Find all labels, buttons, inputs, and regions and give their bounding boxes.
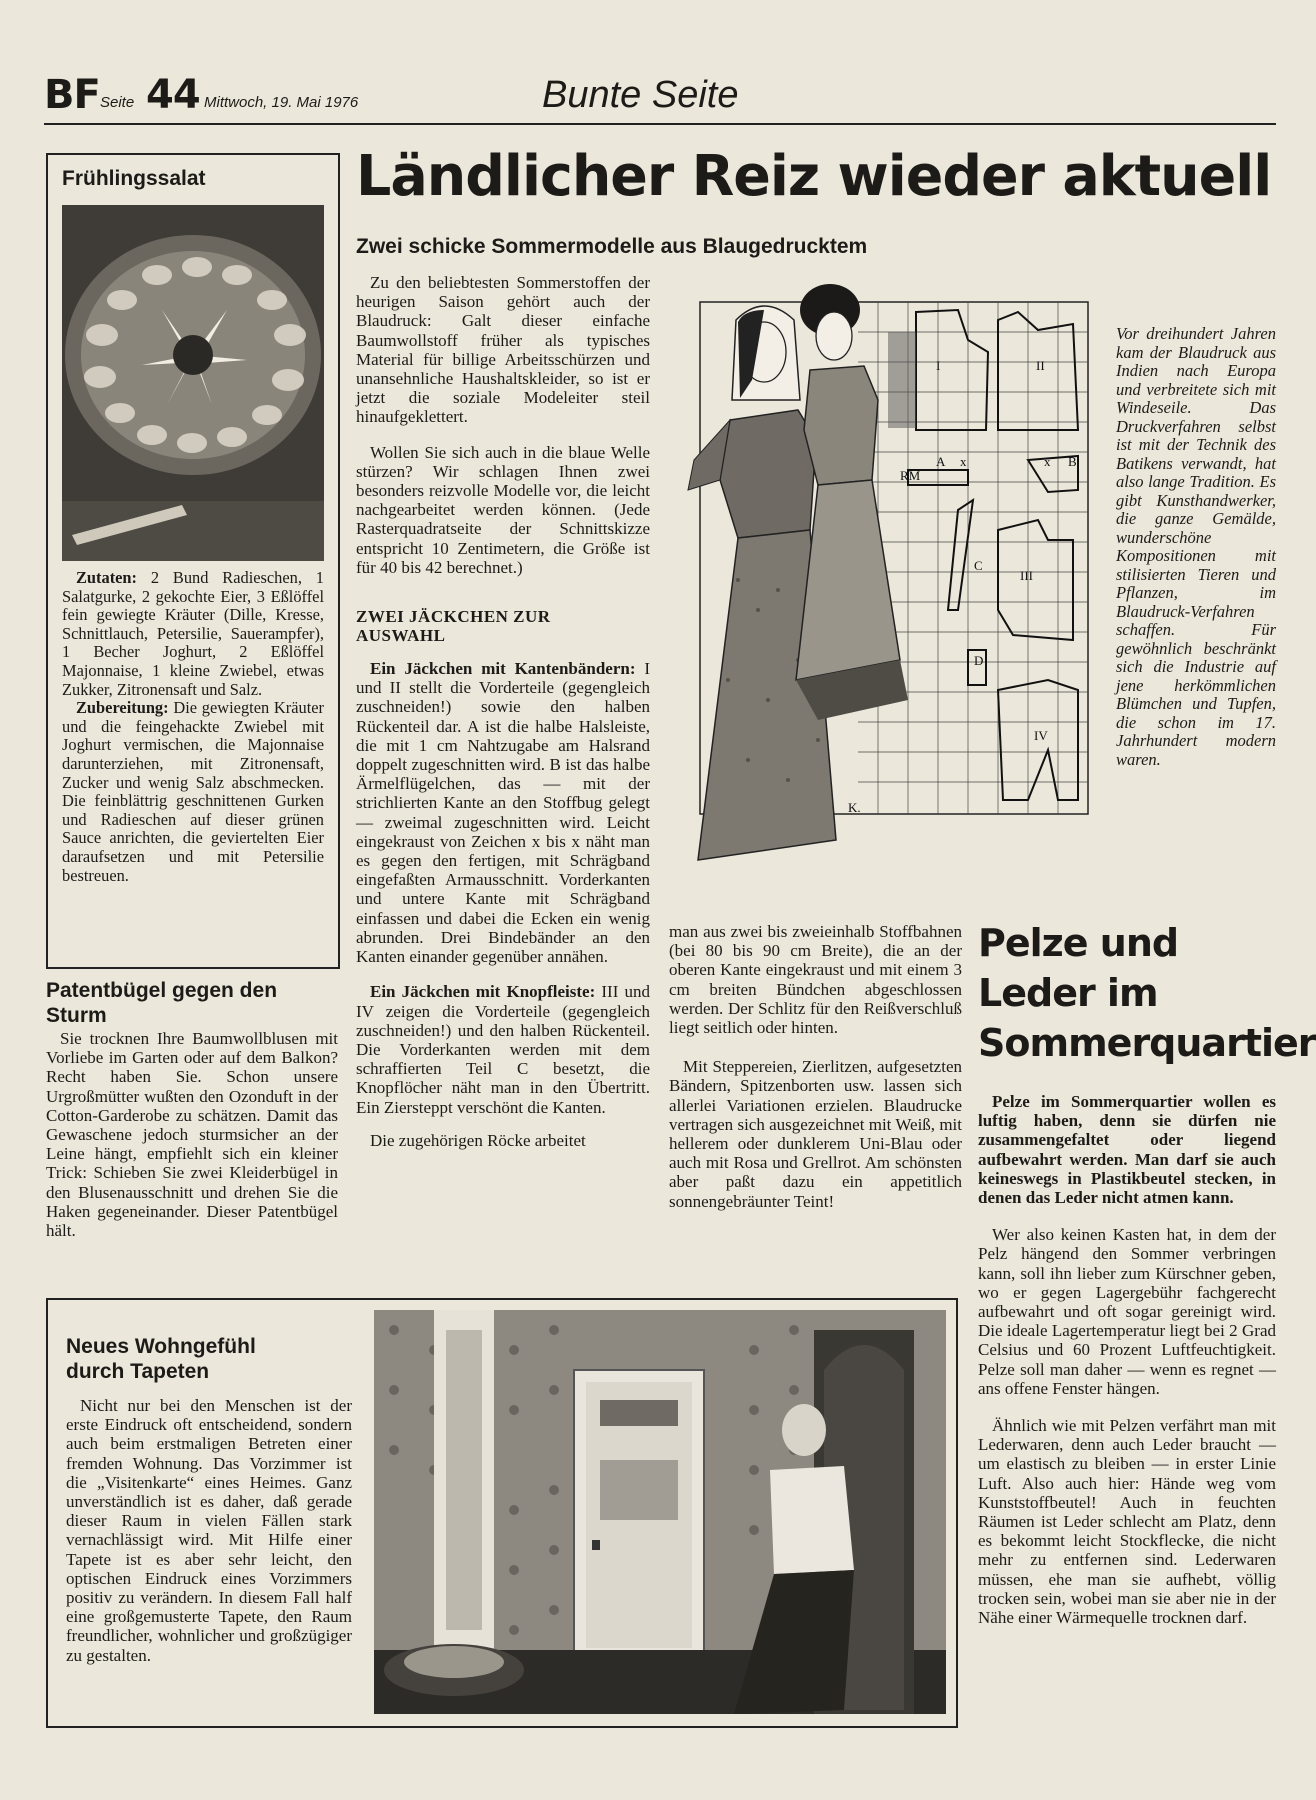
masthead-page-number: 44 <box>146 72 200 118</box>
patent-body <box>46 1029 338 1240</box>
tapeten-body <box>66 1396 352 1665</box>
pattern-label-c: C <box>974 558 983 573</box>
pelze-headline: Pelze und Leder im Sommerquartier <box>978 921 1316 1065</box>
salad-box <box>46 153 340 969</box>
main-headline-wrap <box>356 144 1272 228</box>
patent-text: Sie trocknen Ihre Baumwollblusen mit Vorliebe im Garten oder auf dem Balkon? Recht haben Sie. Schon unsere Urgroßmütter wußten den Ozonduft in der Cotton-Garderobe zu schätzen. Damit das Gewaschene jedoch sturmsicher an der Leine hängt, empfiehlt sich ein kleiner Trick: Schieben Sie zwei Kleiderbügel in den Blusenausschnitt und drehen Sie die Haken gegeneinander. Dieser Patentbügel hält. <box>46 1029 338 1241</box>
main-col2-p1: man aus zwei bis zweieinhalb Stoffbahnen (bei 80 bis 90 cm Breite), die an der oberen Kante eingekraust und mit einem 3 cm breiten Bündchen abgeschlossen werden. Der Schlitz für den Reißverschluß liegt seitlich oder hinten. <box>669 922 962 1038</box>
masthead-page-label: Seite <box>100 94 135 111</box>
jacket1-text: I und II stellt die Vorderteile (gegengleich zuschneiden!) sowie den halben Rückenteil dar. A ist die halbe Halsleiste, die mit 1 cm Nahtzugabe am Halsrand doppelt zugeschnitten wird. B ist das halbe Ärmelflügelchen, das — mit der strichlierten Kante an den Stoffbug gelegt — zweimal zugeschnitten wird. Leicht eingekraust von Zeichen x bis x näht man es gegen den fertigen, mit Schrägband eingefaßten Armausschnitt. Vorderkanten und untere Kante mit Schrägband einfassen und dabei die Ecken ein wenig abrunden. Drei Bindebänder an den Kanten einander gegenüber annähen. <box>356 659 650 967</box>
main-col-1 <box>356 273 650 1150</box>
pattern-label-b: B <box>1068 454 1077 469</box>
tapeten-box <box>46 1298 958 1728</box>
pelze-headline-wrap <box>978 918 1316 1078</box>
pattern-label-3: III <box>1020 568 1033 583</box>
salad-ingredients-label: Zutaten: <box>76 568 138 587</box>
main-subheadline: Zwei schicke Sommermodelle aus Blaugedrucktem <box>356 235 868 258</box>
pattern-label-4: IV <box>1034 728 1048 743</box>
masthead-date: Mittwoch, 19. Mai 1976 <box>204 94 359 111</box>
masthead <box>44 70 1276 126</box>
salad-ingredients-text: 2 Bund Radieschen, 1 Salatgurke, 2 gekochte Eier, 3 Eßlöffel fein gewiegte Kräuter (Dille, Kresse, Schnittlauch, Petersilie, Sauerampfer), 1 Becher Joghurt, 2 Eßlöffel Majonnaise, 1 kleine Zwiebel, etwas Zukker, Zitronensaft und Salz. <box>62 568 324 699</box>
salad-photo-illustration <box>62 205 324 561</box>
pattern-label-d: D <box>974 653 984 668</box>
pelze-p1: Wer also keinen Kasten hat, in dem der Pelz hängend den Sommer verbringen kann, soll ihn lieber zum Kürschner geben, wo er gegen Lagergebühr fachgerecht aufbewahrt und oft sogar gereinigt wird. Die ideale Lagertemperatur liegt bei 2 Grad Celsius und 60 Prozent Luftfeuchtigkeit. Pelze soll man daher — wenn es regnet — ans offene Fenster hängen. <box>978 1225 1276 1398</box>
main-p-last: Die zugehörigen Röcke arbeitet <box>370 1130 586 1150</box>
sidebar-italic-text: Vor dreihundert Jahren kam der Blaudruck aus Indien nach Europa und verbreitete sich mit Windeseile. Das Druckverfahren selbst ist mit der Technik des Batikens verwandt, hat also lange Tradition. Es gibt Kunsthandwerker, die ganze Gemälde, wunderschöne Kompositionen mit stilisierten Tieren und Pflanzen, im Blaudruck-Verfahren schaffen. Für gewöhnlich beschränkt sich die Industrie auf jene herkömmlichen Blümchen und Tupfen, die schon im 17. Jahrhundert modern waren. <box>1116 324 1276 769</box>
jacket2-text: III und IV zeigen die Vorderteile (gegengleich zuschneiden!) und den halben Rückenteil. Die Vorderkanten werden mit dem schraffierten Teil C besetzt, die Knopflöcher näht man in den Übertritt. Ein Ziersteppt verschönt die Kanten. <box>356 982 650 1117</box>
pelze-p2: Ähnlich wie mit Pelzen verfährt man mit Lederwaren, denn auch Leder braucht — um elastisch zu bleiben — in erster Linie Luft. Also auch hier: Hände weg vom Kunststoffbeutel! Auch in feuchten Räumen ist Leder schlecht am Platz, denn es bekommt leicht Stockflecke, die nicht mehr zu entfernen sind. Lederwaren müssen, ehe man sie aufhebt, völlig trocken sein, wobei man sie aber nie in der Nähe einer Wärmequelle trocknen darf. <box>978 1416 1276 1628</box>
salad-prep-text: Die gewiegten Kräuter und die feingehackte Zwiebel mit Joghurt vermischen, die Majonnaise darunterziehen, mit Zitronensaft, Zucker und wenig Salz abschmecken. Die feinblättrig geschnittenen Gurken und Radieschen auf dieser grünen Sauce anrichten, die geviertelten Eier daraufsetzen und mit Petersilie bestreuen. <box>62 698 324 885</box>
masthead-logo: BF <box>44 72 100 118</box>
masthead-section: Bunte Seite <box>542 74 739 116</box>
salad-photo <box>62 205 324 561</box>
main-section-head: ZWEI JÄCKCHEN ZUR AUSWAHL <box>356 607 551 646</box>
pattern-label-rm: RM <box>900 468 921 483</box>
pelze-lead: Pelze im Sommerquartier wollen es luftig haben, denn sie dürfen nie zusammengefaltet oder liegend aufbewahrt werden. Man darf sie auch keineswegs in Plastikbeutel stecken, in denen das Leder nicht atmen kann. <box>978 1092 1276 1208</box>
tapeten-photo <box>374 1310 946 1714</box>
fashion-illustration <box>668 280 1094 872</box>
pattern-label-a: A <box>936 454 946 469</box>
sidebar-italic <box>1116 325 1276 769</box>
salad-prep-label: Zubereitung: <box>76 698 169 718</box>
main-p2: Wollen Sie sich auch in die blaue Welle stürzen? Wir schlagen Ihnen zwei besonders reizvolle Modelle vor, die leicht nachgearbeitet werden können. (Jede Rasterquadratseite der Schnittskizze entspricht 10 Zentimetern, die Größe ist für 40 bis 42 berechnet.) <box>356 442 650 577</box>
main-col-2 <box>669 922 962 1211</box>
main-headline: Ländlicher Reiz wieder aktuell <box>356 144 1272 209</box>
hallway-photo <box>374 1310 946 1714</box>
sketch-signature: K. <box>848 800 861 815</box>
tapeten-text: Nicht nur bei den Menschen ist der erste Eindruck oft entscheidend, sondern auch beim erstmaligen Betreten einer fremden Wohnung. Das Vorzimmer ist die „Visitenkarte“ eines Heimes. Ganz unverständlich ist es daher, daß gerade dieser Raum in vielen Fällen stark vernachlässigt wird. Mit Hilfe einer Tapete ist es aber sehr leicht, den optischen Eindruck eines Vorzimmers positiv zu verändern. In diesem Fall half eine großgemusterte Tapete, den Raum freundlicher, wohnlicher und großzügiger zu gestalten. <box>66 1396 352 1665</box>
fashion-sketch <box>668 280 1094 872</box>
main-col2-p2: Mit Steppereien, Zierlitzen, aufgesetzten Bändern, Spitzenborten usw. lassen sich allerlei Variationen erzielen. Blaudrucke vertragen sich ausgezeichnet mit Weiß, mit hellerem oder dunklerem Uni-Blau oder auch mit Rosa und Grellrot. Am schönsten aber paßt dazu ein appetitlich sonnengebräunter Teint! <box>669 1057 962 1211</box>
masthead-rule <box>44 123 1276 125</box>
salad-recipe <box>62 569 324 885</box>
pelze-body <box>978 1092 1276 1627</box>
pattern-label-2: II <box>1036 358 1045 373</box>
jacket2-label: Ein Jäckchen mit Knopfleiste: <box>370 982 596 1002</box>
pattern-label-1: I <box>936 358 941 373</box>
salad-title: Frühlingssalat <box>62 167 206 190</box>
patent-title: Patentbügel gegen den Sturm <box>46 979 278 1027</box>
pattern-label-x1: x <box>1044 454 1051 469</box>
tapeten-title: Neues Wohngefühl durch Tapeten <box>66 1335 256 1383</box>
jacket1-label: Ein Jäckchen mit Kantenbändern: <box>370 659 636 679</box>
main-p1: Zu den beliebtesten Sommerstoffen der heurigen Saison gehört auch der Blaudruck: Galt dieser einfache Baumwollstoff früher als typisches Material für billige Arbeitsschürzen und unansehnliche Haushaltskleider, so ist er jetzt die soziale Modeleiter steil hinaufgeklettert. <box>356 273 650 427</box>
pattern-label-x2: x <box>960 454 967 469</box>
